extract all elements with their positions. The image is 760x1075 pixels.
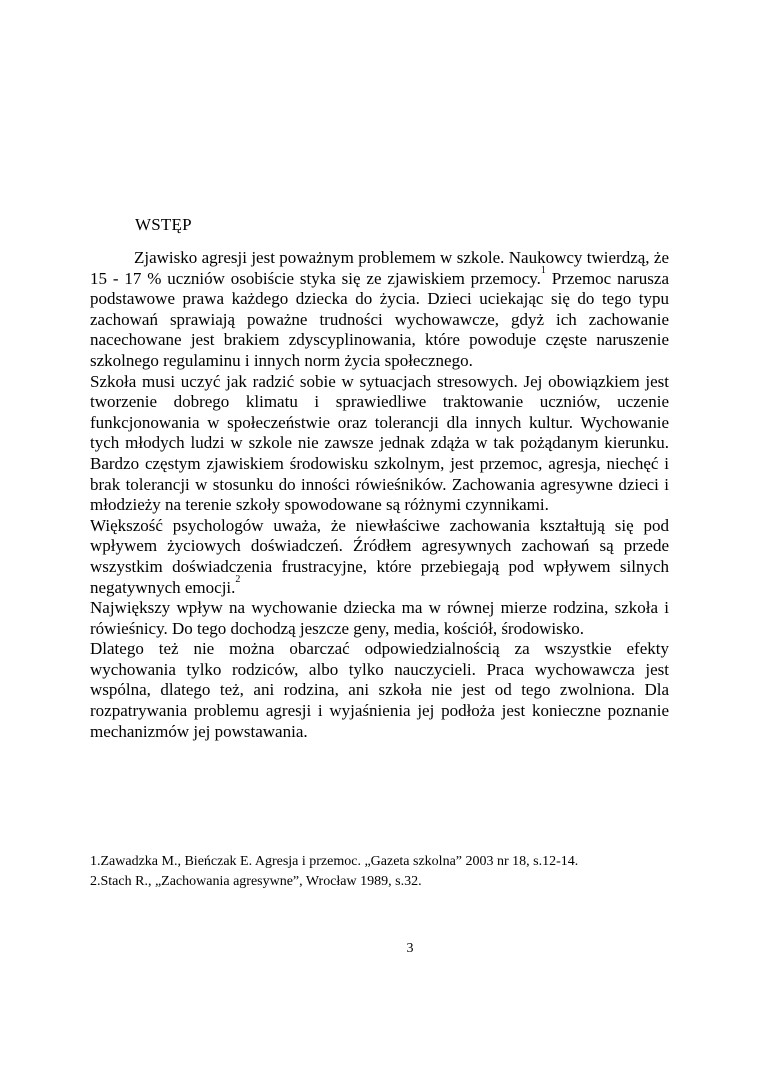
- paragraph-text: Dlatego też nie można obarczać odpowiedzialnością za wszystkie efekty wychowania tylko rodziców, albo tylko nauczycieli. Praca wychowawcza jest wspólna, dlatego też, ani rodzina, ani szkoła nie jest od tego zwolniona. Dla rozpatrywania problemu agresji i wyjaśnienia jej podłoża jest konieczne poznanie mechanizmów jej powstawania.: [90, 639, 669, 741]
- body-text: [90, 248, 669, 742]
- section-heading: WSTĘP: [135, 215, 192, 234]
- page-number: 3: [406, 941, 414, 956]
- paragraph-text: Największy wpływ na wychowanie dziecka ma w równej mierze rodzina, szkoła i rówieśnicy. Do tego dochodzą jeszcze geny, media, kościół, środowisko.: [90, 598, 669, 638]
- paragraph-psychologists: [90, 516, 669, 598]
- paragraph-influences: [90, 598, 669, 639]
- footnotes: [90, 852, 690, 892]
- paragraph-intro: [90, 248, 669, 372]
- paragraph-responsibility: [90, 639, 669, 742]
- footnote-reference: 2: [235, 573, 241, 585]
- paragraph-text: Większość psychologów uważa, że niewłaściwe zachowania kształtują się pod wpływem życiowych doświadczeń. Źródłem agresywnych zachowań są przede wszystkim doświadczenia frustracyjne, które przebiegają pod wpływem silnych negatywnych emocji.: [90, 515, 669, 597]
- footnote-item: 2.Stach R., „Zachowania agresywne”, Wrocław 1989, s.32.: [90, 874, 422, 889]
- paragraph-text-continued: Przemoc narusza podstawowe prawa każdego dziecka do życia. Dzieci uciekając się do tego typu zachowań sprawiają poważne trudności wychowawcze, gdyż ich zachowanie nacechowane jest brakiem zdyscyplinowania, które powoduje częste naruszenie szkolnego regulaminu i innych norm życia społecznego.: [90, 268, 669, 370]
- footnote-item: 1.Zawadzka M., Bieńczak E. Agresja i przemoc. „Gazeta szkolna” 2003 nr 18, s.12-14.: [90, 854, 579, 869]
- paragraph-text: Szkoła musi uczyć jak radzić sobie w sytuacjach stresowych. Jej obowiązkiem jest tworzenie dobrego klimatu i sprawiedliwe traktowanie uczniów, uczenie funkcjonowania w społeczeństwie oraz tolerancji dla innych kultur. Wychowanie tych młodych ludzi w szkole nie zawsze jednak zdąża w tak pożądanym kierunku. Bardzo częstym zjawiskiem środowisku szkolnym, jest przemoc, agresja, niechęć i brak tolerancji w stosunku do inności rówieśników. Zachowania agresywne dzieci i młodzieży na terenie szkoły spowodowane są różnymi czynnikami.: [90, 371, 669, 515]
- paragraph-school: [90, 372, 669, 516]
- paragraph-text: Zjawisko agresji jest poważnym problemem w szkole. Naukowcy twierdzą, że 15 - 17 % uczniów osobiście styka się ze zjawiskiem przemocy.: [90, 248, 669, 288]
- footnote-reference: 1: [540, 264, 546, 276]
